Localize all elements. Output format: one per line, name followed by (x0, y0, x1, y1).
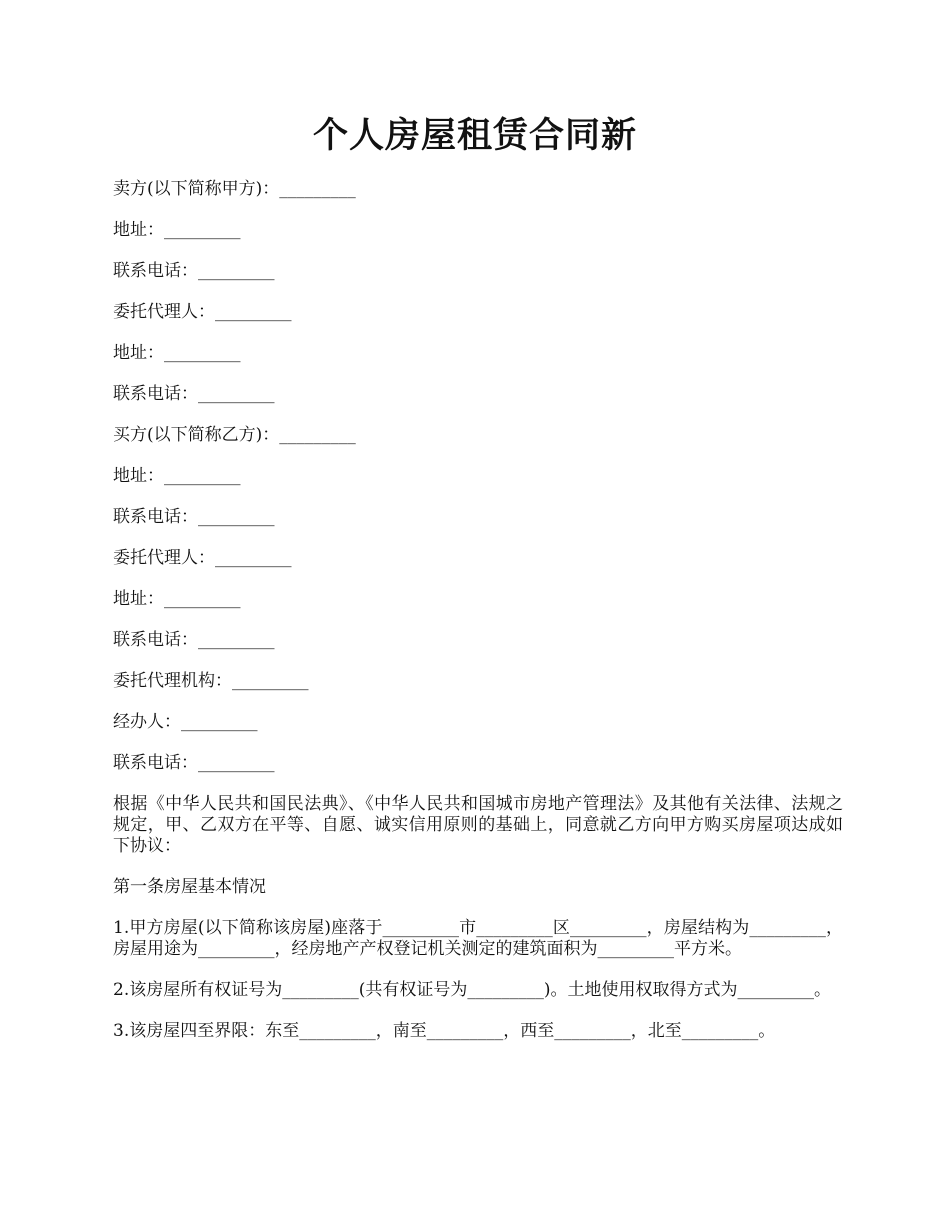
buyer-name-line: 买方(以下简称乙方)：_________ (113, 425, 356, 445)
document-body (113, 179, 843, 1062)
seller-agent-address-line: 地址：_________ (113, 343, 241, 363)
seller-name-line: 卖方(以下简称甲方)：_________ (113, 179, 356, 199)
buyer-address-line: 地址：_________ (113, 466, 241, 486)
agency-phone-line: 联系电话：_________ (113, 753, 275, 773)
document-title: 个人房屋租赁合同新 (312, 115, 637, 156)
article-1-clause-2: 2.该房屋所有权证号为_________(共有权证号为_________)。土地使用权取得方式为_________。 (113, 980, 831, 1000)
seller-address-line: 地址：_________ (113, 220, 241, 240)
agency-line: 委托代理机构：_________ (113, 671, 309, 691)
buyer-agent-phone-line: 联系电话：_________ (113, 630, 275, 650)
article-1-clause-3: 3.该房屋四至界限：东至_________，南至_________，西至_________，北至_________。 (113, 1021, 776, 1041)
buyer-agent-line: 委托代理人：_________ (113, 548, 292, 568)
seller-agent-phone-line: 联系电话：_________ (113, 384, 275, 404)
article-1-heading: 第一条房屋基本情况 (113, 877, 266, 897)
preamble-paragraph: 根据《中华人民共和国民法典》、《中华人民共和国城市房地产管理法》及其他有关法律、法规之规定，甲、乙双方在平等、自愿、诚实信用原则的基础上，同意就乙方向甲方购买房屋项达成如下协议： (113, 794, 843, 856)
handler-line: 经办人：_________ (113, 712, 258, 732)
seller-agent-line: 委托代理人：_________ (113, 302, 292, 322)
buyer-agent-address-line: 地址：_________ (113, 589, 241, 609)
buyer-phone-line: 联系电话：_________ (113, 507, 275, 527)
seller-phone-line: 联系电话：_________ (113, 261, 275, 281)
article-1-clause-1: 1.甲方房屋(以下简称该房屋)座落于_________市_________区_________，房屋结构为_________，房屋用途为_________，经房地产产权登记机关测定的建筑面积为_________平方米。 (113, 918, 843, 959)
